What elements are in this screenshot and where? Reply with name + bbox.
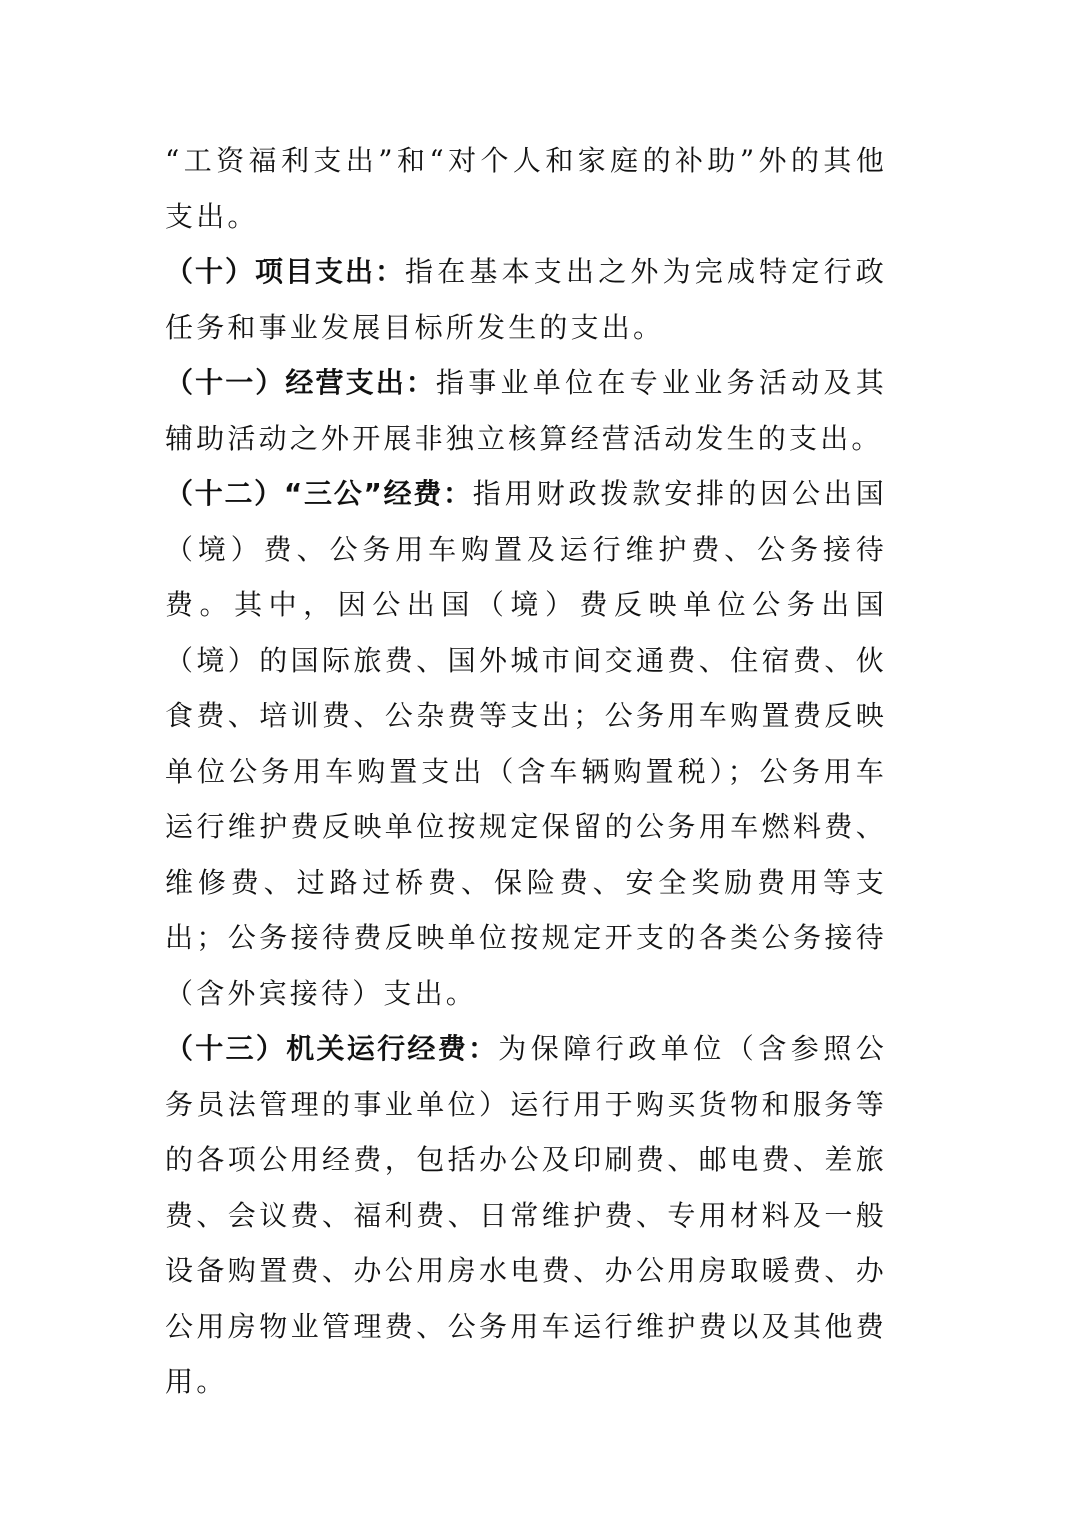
term-heading: （十）项目支出： [165, 255, 405, 288]
paragraph-three-public-expenses [165, 466, 887, 1021]
paragraph-continuation [165, 133, 887, 244]
paragraph-project-expenditure [165, 244, 887, 355]
paragraph-text: 指在基本支出之外为完成特定行政任务和事业发展目标所发生的支出。 [165, 255, 887, 344]
document-body [165, 133, 887, 1410]
paragraph-text: 指用财政拨款安排的因公出国（境）费、公务用车购置及运行维护费、公务接待费。其中，因公出国（境）费反映单位公务出国（境）的国际旅费、国外城市间交通费、住宿费、伙食费、培训费、公杂费等支出；公务用车购置费反映单位公务用车购置支出（含车辆购置税）；公务用车运行维护费反映单位按规定保留的公务用车燃料费、维修费、过路过桥费、保险费、安全奖励费用等支出；公务接待费反映单位按规定开支的各类公务接待（含外宾接待）支出。 [165, 477, 887, 1010]
term-heading: （十一）经营支出： [165, 366, 436, 399]
paragraph-operating-expenditure [165, 355, 887, 466]
term-heading: （十二）“三公”经费： [165, 477, 473, 510]
term-heading: （十三）机关运行经费： [165, 1032, 499, 1065]
paragraph-text: 为保障行政单位（含参照公务员法管理的事业单位）运行用于购买货物和服务等的各项公用经费，包括办公及印刷费、邮电费、差旅费、会议费、福利费、日常维护费、专用材料及一般设备购置费、办公用房水电费、办公用房取暖费、办公用房物业管理费、公务用车运行维护费以及其他费用。 [165, 1032, 887, 1398]
paragraph-agency-operating-funds [165, 1021, 887, 1410]
paragraph-text: 指事业单位在专业业务活动及其辅助活动之外开展非独立核算经营活动发生的支出。 [165, 366, 887, 455]
paragraph-text: “工资福利支出”和“对个人和家庭的补助”外的其他支出。 [165, 144, 887, 233]
